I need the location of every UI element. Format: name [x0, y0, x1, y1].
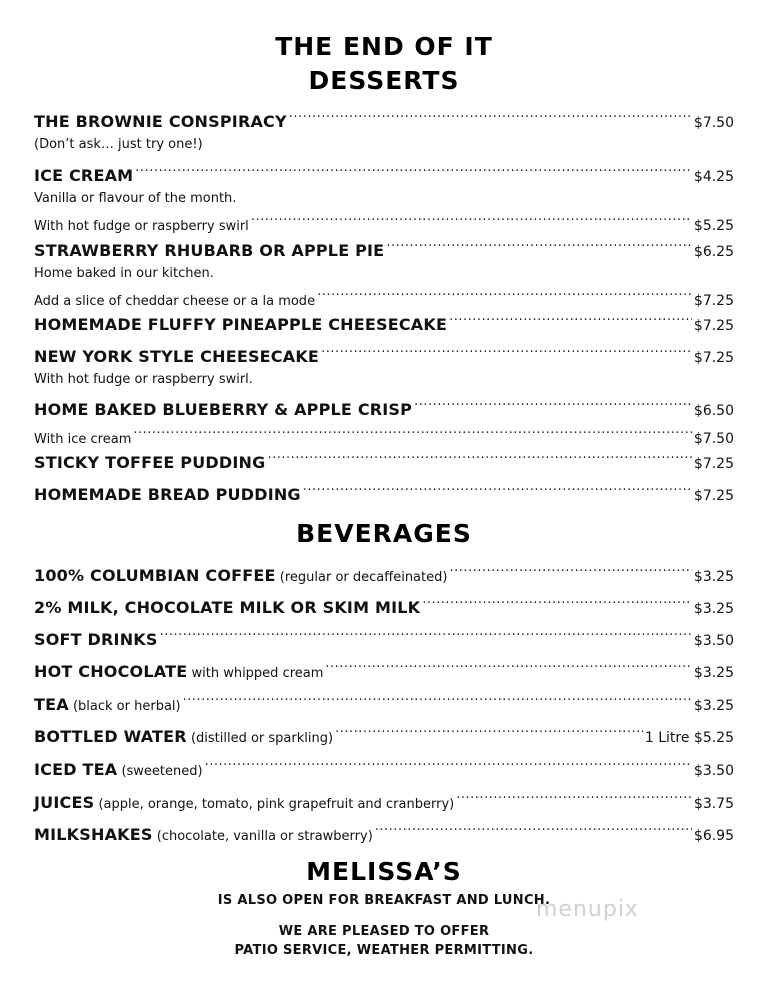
- item-price: $7.25: [693, 456, 734, 472]
- item-option-price: $5.25: [693, 218, 734, 234]
- leader-dots: [289, 106, 692, 127]
- item-price: $6.50: [693, 403, 734, 419]
- item-name: ICE CREAM: [34, 166, 134, 185]
- beverage-item: [34, 689, 734, 717]
- beverages-heading: BEVERAGES: [296, 519, 472, 548]
- item-price: $7.25: [693, 350, 734, 366]
- leader-dots: [449, 560, 691, 581]
- item-name: HOME BAKED BLUEBERRY & APPLE CRISP: [34, 400, 413, 419]
- item-name: SOFT DRINKS: [34, 630, 158, 649]
- item-name: ICED TEA: [34, 760, 118, 779]
- item-price: $3.25: [693, 665, 734, 681]
- item-price: $3.25: [693, 698, 734, 714]
- dessert-item: [34, 341, 734, 390]
- item-description: (regular or decaffeinated): [279, 570, 448, 585]
- leader-dots: [386, 235, 692, 256]
- item-price: $7.25: [693, 318, 734, 334]
- beverage-item: [34, 787, 734, 815]
- item-description: (sweetened): [121, 764, 203, 779]
- item-option: With ice cream: [34, 432, 132, 447]
- watermark: menupix: [536, 897, 639, 922]
- beverage-item: [34, 592, 734, 620]
- dessert-item: [34, 160, 734, 237]
- beverage-item: [34, 656, 734, 684]
- dessert-item: [34, 106, 734, 155]
- footer-patio-note: PATIO SERVICE, WEATHER PERMITTING.: [234, 943, 534, 958]
- item-name: HOMEMADE BREAD PUDDING: [34, 485, 301, 504]
- dessert-item: [34, 447, 734, 475]
- item-price: $7.50: [693, 115, 734, 131]
- item-option: With hot fudge or raspberry swirl: [34, 219, 249, 234]
- beverage-item: [34, 721, 734, 749]
- item-description: (Don’t ask… just try one!): [34, 137, 203, 152]
- item-name: NEW YORK STYLE CHEESECAKE: [34, 347, 320, 366]
- item-price: $6.95: [693, 828, 734, 844]
- leader-dots: [160, 624, 692, 645]
- item-price: $3.50: [693, 763, 734, 779]
- leader-dots: [251, 209, 692, 230]
- item-name: HOMEMADE FLUFFY PINEAPPLE CHEESECAKE: [34, 315, 448, 334]
- item-name: TEA: [34, 695, 69, 714]
- item-name: HOT CHOCOLATE: [34, 662, 188, 681]
- leader-dots: [135, 160, 692, 181]
- item-name: MILKSHAKES: [34, 825, 153, 844]
- item-option-price: $7.50: [693, 431, 734, 447]
- item-description: (distilled or sparkling): [190, 731, 334, 746]
- item-price: $3.75: [693, 796, 734, 812]
- beverage-item: [34, 819, 734, 847]
- item-price: $3.25: [693, 601, 734, 617]
- restaurant-section-title: THE END OF IT: [275, 32, 493, 61]
- item-description: (apple, orange, tomato, pink grapefruit and cranberry): [98, 797, 455, 812]
- beverage-item: [34, 560, 734, 588]
- leader-dots: [449, 309, 692, 330]
- item-description: Vanilla or flavour of the month.: [34, 191, 237, 206]
- beverage-item: [34, 754, 734, 782]
- item-name: BOTTLED WATER: [34, 727, 187, 746]
- leader-dots: [183, 689, 692, 710]
- item-description: (chocolate, vanilla or strawberry): [156, 829, 373, 844]
- leader-dots: [267, 447, 691, 468]
- item-price: 1 Litre $5.25: [644, 730, 734, 746]
- leader-dots: [325, 656, 692, 677]
- leader-dots: [335, 721, 643, 742]
- item-name: 100% COLUMBIAN COFFEE: [34, 566, 276, 585]
- leader-dots: [375, 819, 692, 840]
- item-price: $7.25: [693, 488, 734, 504]
- leader-dots: [321, 341, 692, 362]
- footer-hours-note: IS ALSO OPEN FOR BREAKFAST AND LUNCH.: [217, 893, 551, 908]
- leader-dots: [205, 754, 692, 775]
- dessert-item: [34, 479, 734, 507]
- item-description: (black or herbal): [72, 699, 181, 714]
- item-price: $6.25: [693, 244, 734, 260]
- dessert-item: [34, 235, 734, 312]
- item-option: Add a slice of cheddar cheese or a la mode: [34, 294, 316, 309]
- leader-dots: [456, 787, 692, 808]
- item-name: 2% MILK, CHOCOLATE MILK OR SKIM MILK: [34, 598, 421, 617]
- leader-dots: [414, 394, 692, 415]
- beverage-item: [34, 624, 734, 652]
- item-description: With hot fudge or raspberry swirl.: [34, 372, 253, 387]
- leader-dots: [133, 422, 692, 443]
- leader-dots: [317, 284, 692, 305]
- item-price: $3.50: [693, 633, 734, 649]
- item-name: STICKY TOFFEE PUDDING: [34, 453, 266, 472]
- leader-dots: [303, 479, 692, 500]
- dessert-item: [34, 394, 734, 450]
- item-name: JUICES: [34, 793, 95, 812]
- item-price: $4.25: [693, 169, 734, 185]
- dessert-item: [34, 309, 734, 337]
- item-name: THE BROWNIE CONSPIRACY: [34, 112, 287, 131]
- item-description: with whipped cream: [191, 666, 324, 681]
- item-description: Home baked in our kitchen.: [34, 266, 214, 281]
- item-name: STRAWBERRY RHUBARB OR APPLE PIE: [34, 241, 385, 260]
- footer-title: MELISSA’S: [306, 857, 462, 886]
- item-option-price: $7.25: [693, 293, 734, 309]
- leader-dots: [422, 592, 692, 613]
- item-price: $3.25: [693, 569, 734, 585]
- desserts-heading: DESSERTS: [308, 66, 460, 95]
- footer-offer-note: WE ARE PLEASED TO OFFER: [278, 924, 490, 939]
